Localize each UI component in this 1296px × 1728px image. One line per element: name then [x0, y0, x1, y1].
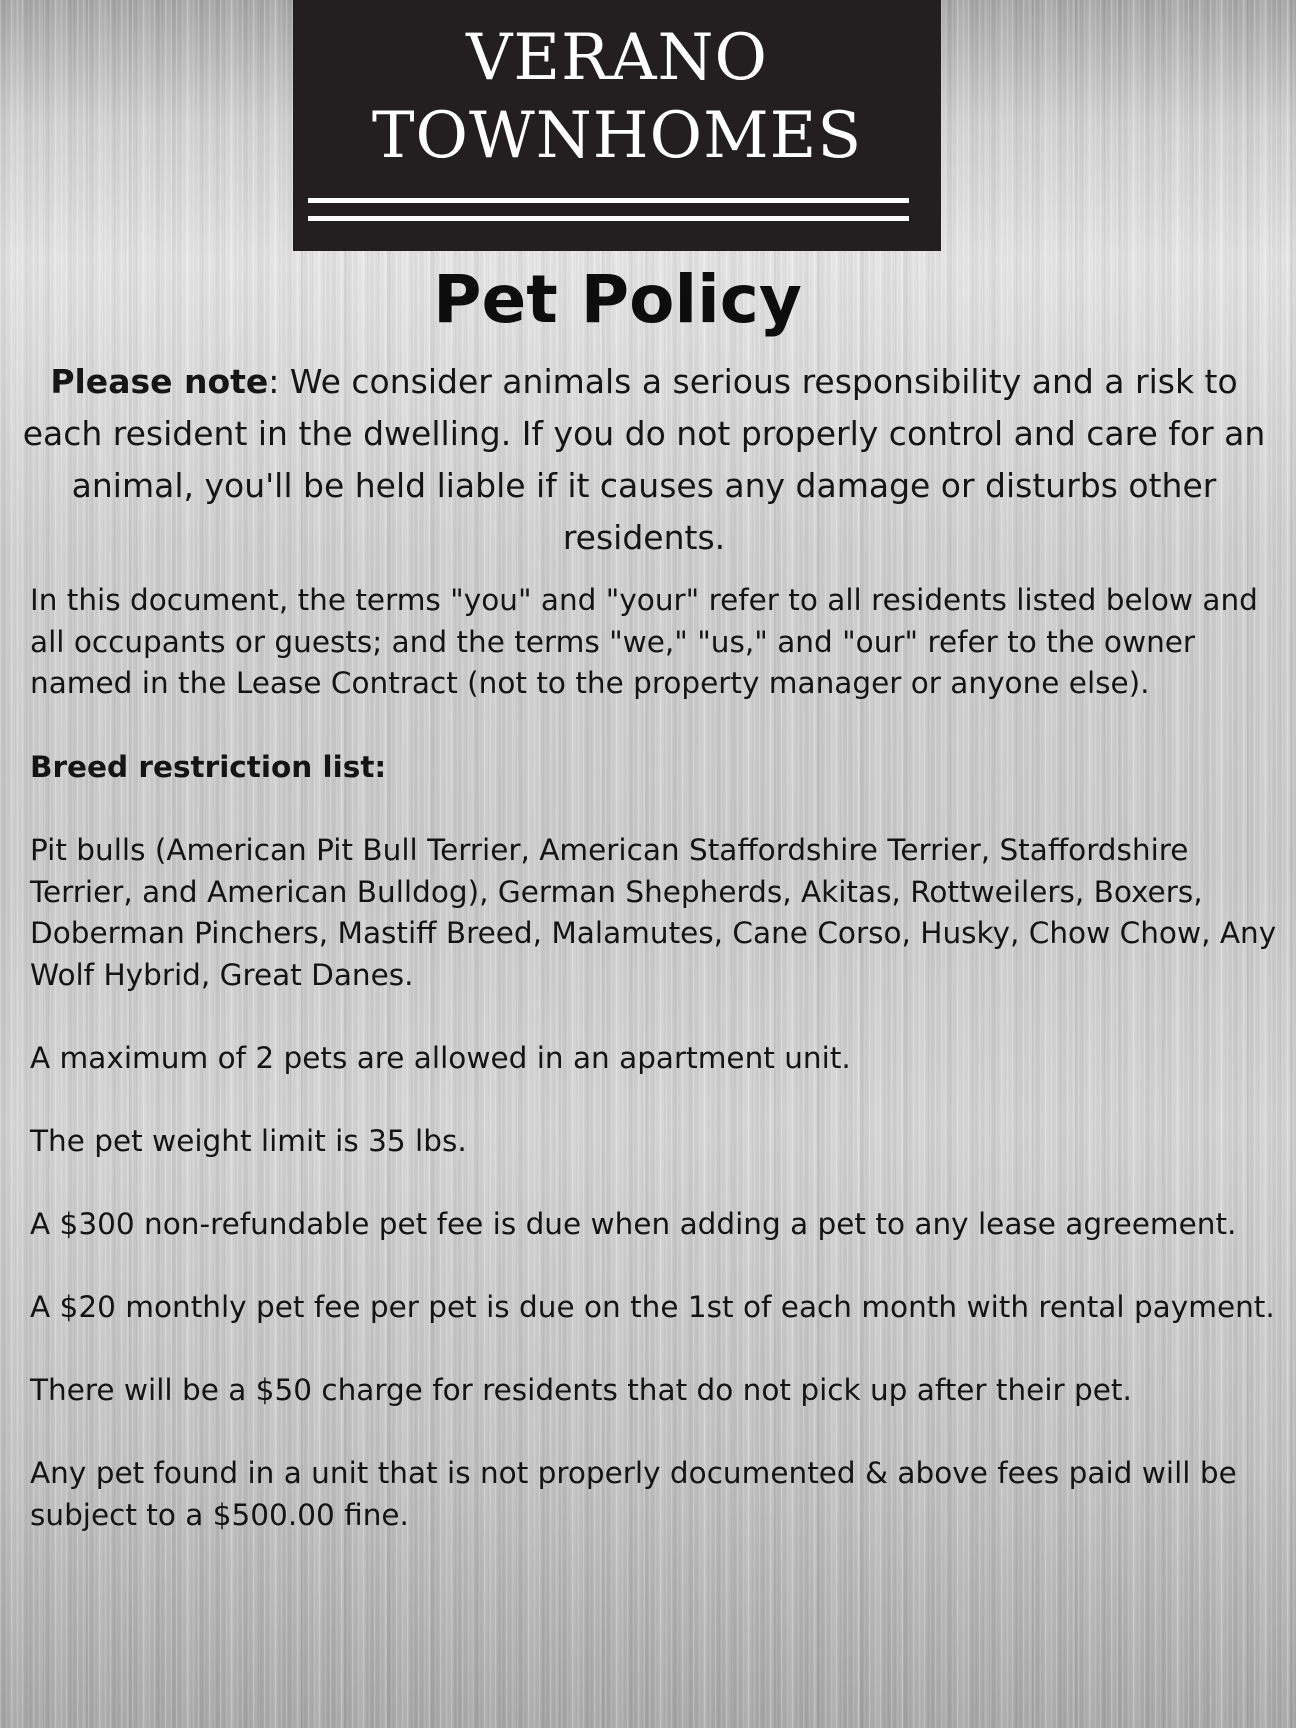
- logo-underline-bottom: [308, 216, 909, 221]
- breed-restriction-heading: Breed restriction list:: [30, 750, 387, 784]
- monthly-fee-rule: A $20 monthly pet fee per pet is due on the 1st of each month with rental payment.: [30, 1290, 1275, 1324]
- max-pets-rule: A maximum of 2 pets are allowed in an apartment unit.: [30, 1041, 851, 1075]
- logo-line-townhomes: TOWNHOMES: [371, 99, 863, 173]
- please-note-paragraph: [18, 356, 1270, 564]
- breed-restriction-list: Pit bulls (American Pit Bull Terrier, American Staffordshire Terrier, Staffordshire Terrier, and American Bulldog), German Shepherds, Akitas, Rottweilers, Boxers, Doberman Pinchers, Mastiff Breed, Malamutes, Cane Corso, Husky, Chow Chow, Any Wolf Hybrid, Great Danes.: [30, 833, 1277, 992]
- page-title: Pet Policy: [433, 261, 802, 338]
- logo-underline-top: [308, 198, 909, 203]
- please-note-text: : We consider animals a serious responsibility and a risk to each resident in the dwelling. If you do not properly control and care for an animal, you'll be held liable if it causes any damage or disturbs other residents.: [22, 362, 1266, 557]
- logo-line-verano: VERANO: [466, 21, 768, 95]
- please-note-label: Please note: [50, 362, 269, 401]
- weight-limit-rule: The pet weight limit is 35 lbs.: [30, 1124, 467, 1158]
- definitions-paragraph: In this document, the terms "you" and "your" refer to all residents listed below and all occupants or guests; and the terms "we," "us," and "our" refer to the owner named in the Lease Contract (not to the property manager or anyone else).: [30, 583, 1258, 700]
- pickup-charge-rule: There will be a $50 charge for residents that do not pick up after their pet.: [30, 1373, 1132, 1407]
- undocumented-pet-fine-rule: Any pet found in a unit that is not properly documented & above fees paid will be subject to a $500.00 fine.: [30, 1456, 1237, 1532]
- non-refundable-fee-rule: A $300 non-refundable pet fee is due when adding a pet to any lease agreement.: [30, 1207, 1237, 1241]
- verano-townhomes-logo: [293, 0, 941, 251]
